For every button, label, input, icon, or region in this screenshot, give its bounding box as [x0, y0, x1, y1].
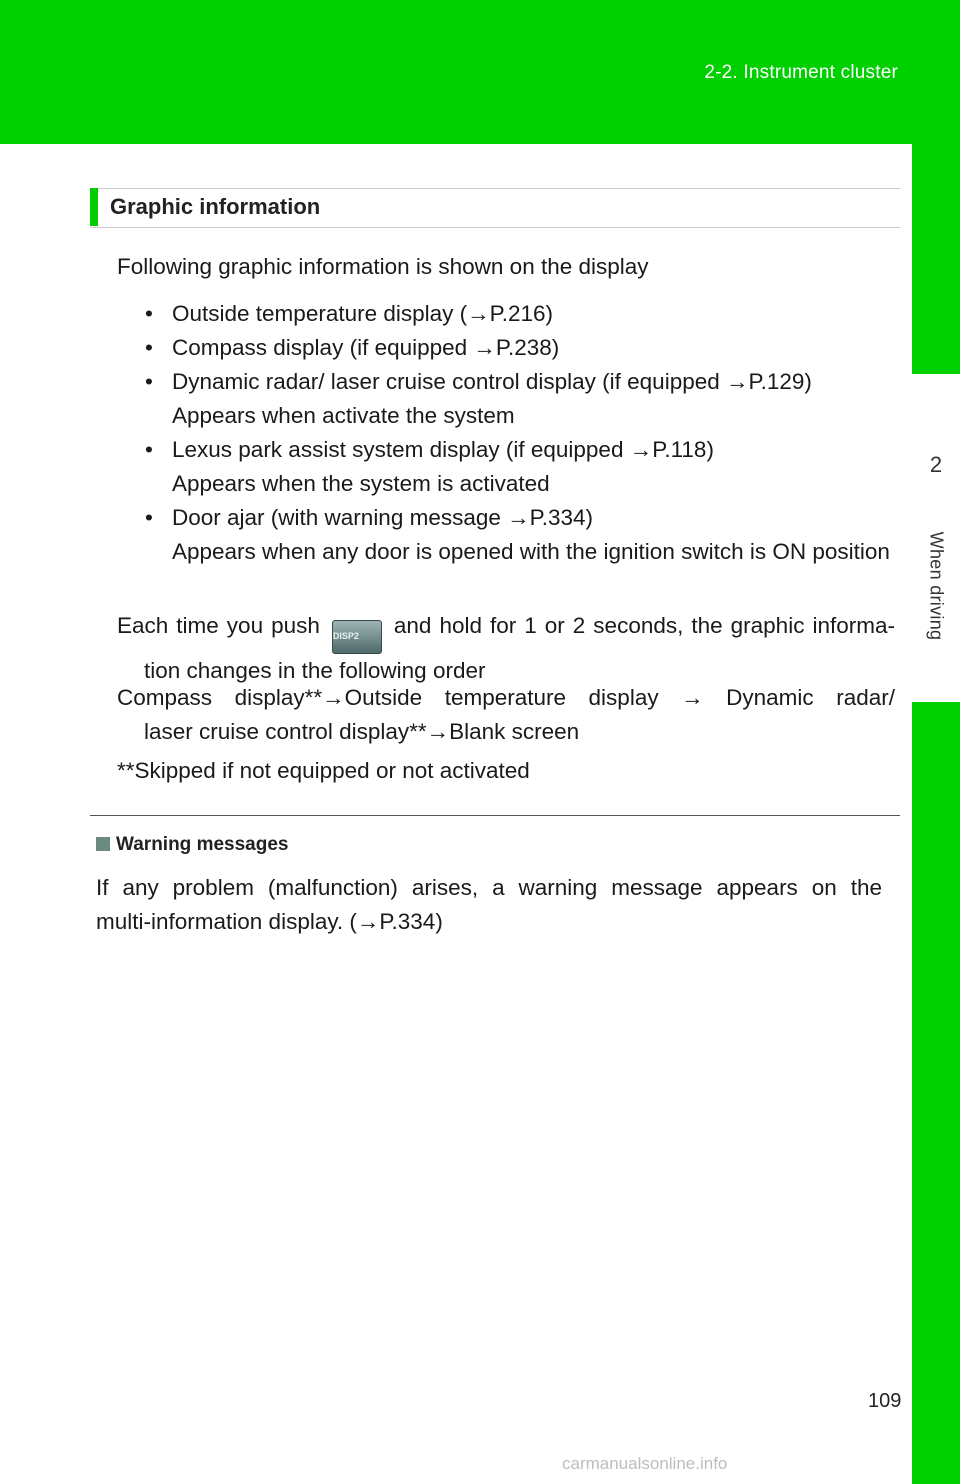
list-item-subtext: Appears when activate the system — [172, 403, 515, 428]
warning-paragraph — [96, 871, 882, 939]
list-item-subtext: Appears when any door is opened with the ignition switch is ON position — [172, 539, 890, 564]
order-paragraph — [117, 681, 895, 749]
bullet-mark: • — [145, 437, 153, 462]
list-item-subtext: Appears when the system is activated — [172, 471, 550, 496]
list-item-text: Outside temperature display (→P.216) — [172, 301, 554, 326]
warning-line1: If any problem (malfunction) arises, a warning message appears on the — [96, 875, 882, 900]
warning-subheading — [96, 834, 288, 856]
disp-button-icon: DISP2 — [332, 620, 382, 654]
heading-accent-bar — [90, 188, 98, 226]
list-item-text: Dynamic radar/ laser cruise control display (if equipped →P.129) — [172, 369, 812, 394]
graphic-info-list — [145, 297, 895, 569]
intro-text: Following graphic information is shown on the display — [117, 254, 649, 279]
chapter-label: When driving — [926, 531, 947, 641]
footnote: **Skipped if not equipped or not activated — [117, 758, 530, 783]
chapter-number: 2 — [929, 452, 943, 477]
list-item — [145, 297, 895, 331]
order-line2: laser cruise control display**→Blank screen — [144, 719, 580, 744]
list-item — [145, 501, 895, 569]
warning-title: Warning messages — [116, 834, 289, 855]
bullet-mark: • — [145, 301, 153, 326]
list-item — [145, 365, 895, 433]
push-line — [117, 609, 895, 654]
push-paragraph — [117, 609, 895, 688]
warning-line2: multi-information display. (→P.334) — [96, 909, 443, 934]
list-item-text: Door ajar (with warning message →P.334) — [172, 505, 594, 530]
bullet-mark: • — [145, 335, 153, 360]
order-line1: Compass display**→Outside temperature display → Dynamic radar/ — [117, 685, 895, 710]
list-item — [145, 433, 895, 501]
watermark: carmanualsonline.info — [562, 1454, 728, 1473]
push-text-before: Each time you push — [117, 613, 320, 638]
bullet-mark: • — [145, 505, 153, 530]
chapter-side-tab — [912, 144, 960, 1484]
page-number: 109 — [868, 1390, 902, 1412]
section-heading: Graphic information — [110, 194, 321, 219]
push-text-after: and hold for 1 or 2 seconds, the graphic informa- — [393, 613, 895, 638]
list-item — [145, 331, 895, 365]
list-item-text: Compass display (if equipped →P.238) — [172, 335, 560, 360]
push-text-cont: tion changes in the following order — [144, 658, 486, 683]
section-divider — [90, 815, 900, 816]
bullet-mark: • — [145, 369, 153, 394]
square-bullet-icon — [96, 837, 110, 851]
section-title: 2-2. Instrument cluster — [704, 62, 898, 83]
list-item-text: Lexus park assist system display (if equipped →P.118) — [172, 437, 714, 462]
